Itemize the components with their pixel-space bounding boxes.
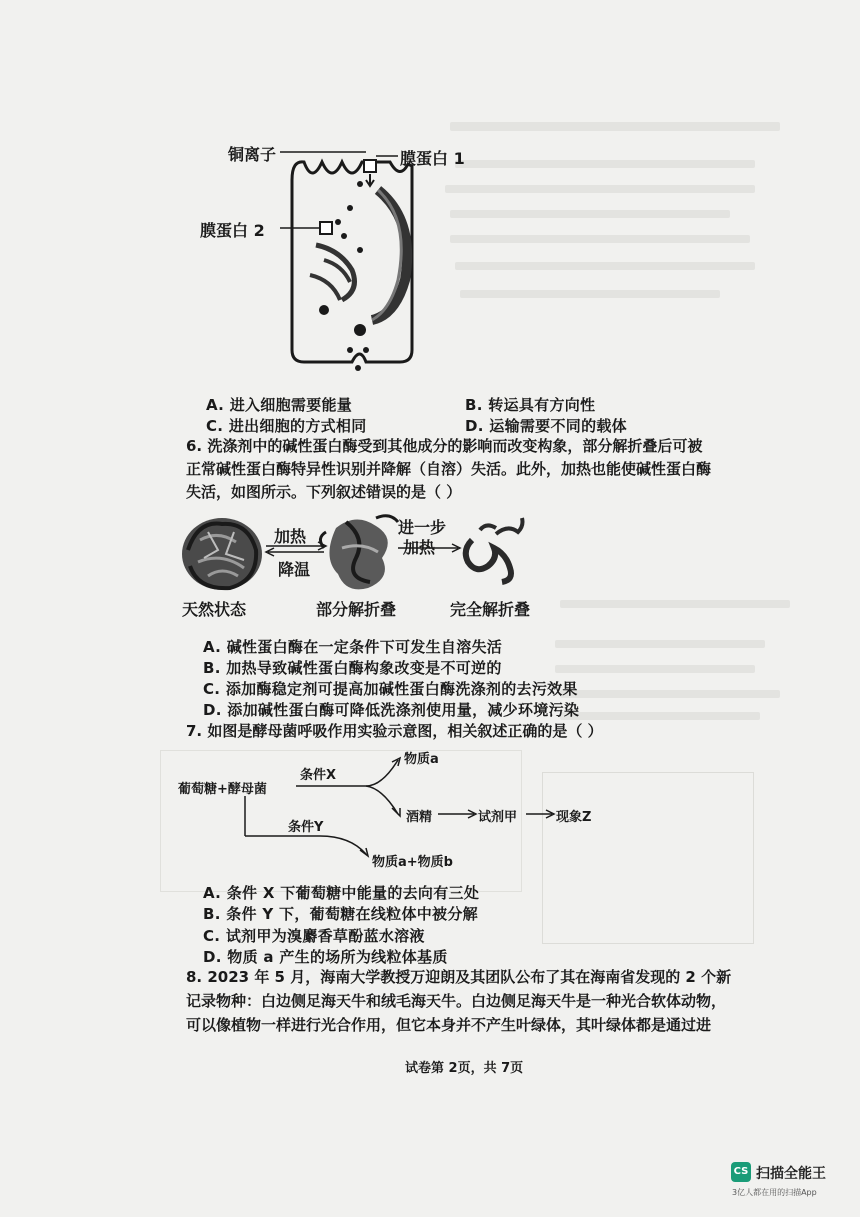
label-condition-y: 条件Y [288, 820, 324, 835]
q7-option-d: D. 物质 a 产生的场所为线粒体基质 [203, 948, 448, 966]
label-membrane-protein-1: 膜蛋白 1 [400, 149, 465, 168]
q6-option-a: A. 碱性蛋白酶在一定条件下可发生自溶失活 [203, 638, 503, 656]
label-full-unfold: 完全解折叠 [450, 600, 531, 619]
q5-option-a: A. 进入细胞需要能量 [206, 396, 353, 414]
protein-native-image [178, 510, 266, 595]
q6-stem-line-1: 6. 洗涤剂中的碱性蛋白酶受到其他成分的影响而改变构象，部分解折叠后可被 [186, 437, 703, 455]
q7-option-b: B. 条件 Y 下，葡萄糖在线粒体中被分解 [203, 905, 478, 923]
label-phenomenon-z: 现象Z [556, 810, 592, 825]
q7-stem: 7. 如图是酵母菌呼吸作用实验示意图，相关叙述正确的是（ ） [186, 722, 603, 740]
label-glucose-yeast: 葡萄糖+酵母菌 [178, 782, 267, 797]
q8-stem-line-3: 可以像植物一样进行光合作用，但它本身并不产生叶绿体，其叶绿体都是通过进 [186, 1016, 712, 1034]
label-heat: 加热 [274, 527, 307, 546]
q8-stem-line-2: 记录物种：白边侧足海天牛和绒毛海天牛。白边侧足海天牛是一种光合软体动物， [186, 992, 727, 1010]
watermark-tagline: 3亿人都在用的扫描App [732, 1188, 817, 1197]
q6-stem-line-2: 正常碱性蛋白酶特异性识别并降解（自溶）失活。此外，加热也能使碱性蛋白酶 [186, 460, 712, 478]
yeast-respiration-diagram [170, 748, 610, 868]
label-native-state: 天然状态 [182, 600, 247, 619]
label-substance-a-b: 物质a+物质b [372, 855, 453, 870]
label-condition-x: 条件X [300, 768, 337, 783]
label-cool: 降温 [278, 560, 311, 579]
label-membrane-protein-2: 膜蛋白 2 [200, 221, 265, 240]
q5-option-d: D. 运输需要不同的载体 [465, 417, 627, 435]
label-heat-2: 加热 [403, 538, 436, 557]
label-alcohol: 酒精 [406, 810, 433, 825]
label-copper-ion: 铜离子 [228, 145, 277, 164]
cell-diagram [280, 150, 430, 375]
label-reagent-a: 试剂甲 [478, 810, 518, 825]
watermark-brand: 扫描全能王 [756, 1166, 826, 1182]
camscanner-logo-icon: CS [731, 1162, 751, 1182]
q6-option-d: D. 添加碱性蛋白酶可降低洗涤剂使用量，减少环境污染 [203, 701, 580, 719]
q7-option-c: C. 试剂甲为溴麝香草酚蓝水溶液 [203, 927, 425, 945]
q7-option-a: A. 条件 X 下葡萄糖中能量的去向有三处 [203, 884, 480, 902]
label-partial-unfold: 部分解折叠 [316, 600, 397, 619]
page-footer: 试卷第 2页，共 7页 [405, 1061, 524, 1076]
q6-option-c: C. 添加酶稳定剂可提高加碱性蛋白酶洗涤剂的去污效果 [203, 680, 578, 698]
label-further: 进一步 [398, 518, 447, 537]
q6-option-b: B. 加热导致碱性蛋白酶构象改变是不可逆的 [203, 659, 502, 677]
q8-stem-line-1: 8. 2023 年 5 月，海南大学教授万迎朗及其团队公布了其在海南省发现的 2 个新 [186, 968, 732, 986]
q6-stem-line-3: 失活，如图所示。下列叙述错误的是（ ） [186, 483, 462, 501]
label-substance-a: 物质a [404, 752, 439, 767]
protein-unfolded-image [452, 510, 532, 590]
q5-option-c: C. 进出细胞的方式相同 [206, 417, 367, 435]
q5-option-b: B. 转运具有方向性 [465, 396, 596, 414]
